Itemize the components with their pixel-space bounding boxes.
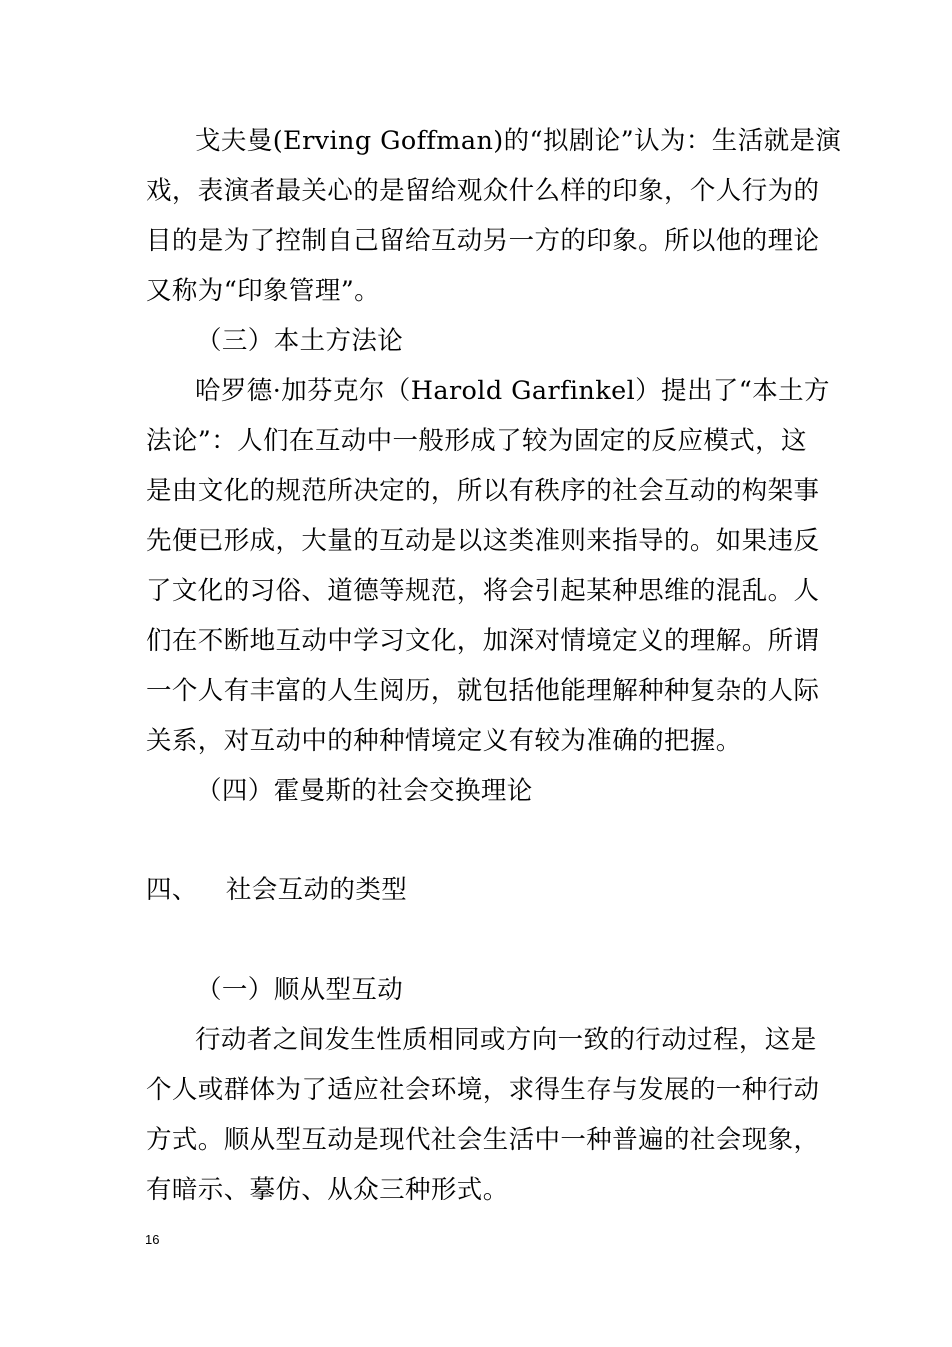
paragraph-garfinkel-line-3: 是由文化的规范所决定的，所以有秩序的社会互动的构架事: [146, 476, 820, 506]
paragraph-goffman-line-4: 又称为“印象管理”。: [146, 276, 381, 306]
paragraph-conformity-line-4: 有暗示、摹仿、从众三种形式。: [146, 1175, 509, 1205]
paragraph-conformity-line-3: 方式。顺从型互动是现代社会生活中一种普遍的社会现象，: [146, 1125, 820, 1155]
section-heading: [146, 873, 816, 907]
paragraph-garfinkel-line-1: 哈罗德·加芬克尔（Harold Garfinkel）提出了“本土方: [195, 376, 830, 406]
subheading-homans-exchange-theory: （四）霍曼斯的社会交换理论: [196, 776, 533, 806]
subheading-conformity-interaction: （一）顺从型互动: [196, 975, 404, 1005]
paragraph-garfinkel-line-5: 了文化的习俗、道德等规范，将会引起某种思维的混乱。人: [146, 576, 820, 606]
paragraph-garfinkel-line-8: 关系，对互动中的种种情境定义有较为准确的把握。: [146, 726, 742, 756]
paragraph-garfinkel-line-7: 一个人有丰富的人生阅历，就包括他能理解种种复杂的人际: [146, 676, 820, 706]
page-number: 16: [145, 1232, 160, 1247]
section-heading-number: 四、: [146, 875, 198, 905]
paragraph-garfinkel-line-2: 法论”：人们在互动中一般形成了较为固定的反应模式，这: [146, 426, 807, 456]
section-heading-title: 社会互动的类型: [225, 875, 408, 905]
subheading-ethnomethodology: （三）本土方法论: [196, 326, 404, 356]
paragraph-conformity-line-1: 行动者之间发生性质相同或方向一致的行动过程，这是: [195, 1025, 817, 1055]
paragraph-garfinkel-line-4: 先便已形成，大量的互动是以这类准则来指导的。如果违反: [146, 526, 820, 556]
paragraph-goffman-line-3: 目的是为了控制自己留给互动另一方的印象。所以他的理论: [146, 226, 820, 256]
paragraph-garfinkel-line-6: 们在不断地互动中学习文化，加深对情境定义的理解。所谓: [146, 626, 820, 656]
paragraph-conformity-line-2: 个人或群体为了适应社会环境，求得生存与发展的一种行动: [146, 1075, 820, 1105]
paragraph-goffman-line-1: 戈夫曼(Erving Goffman)的“拟剧论”认为：生活就是演: [195, 126, 842, 156]
paragraph-goffman-line-2: 戏，表演者最关心的是留给观众什么样的印象，个人行为的: [146, 176, 820, 206]
